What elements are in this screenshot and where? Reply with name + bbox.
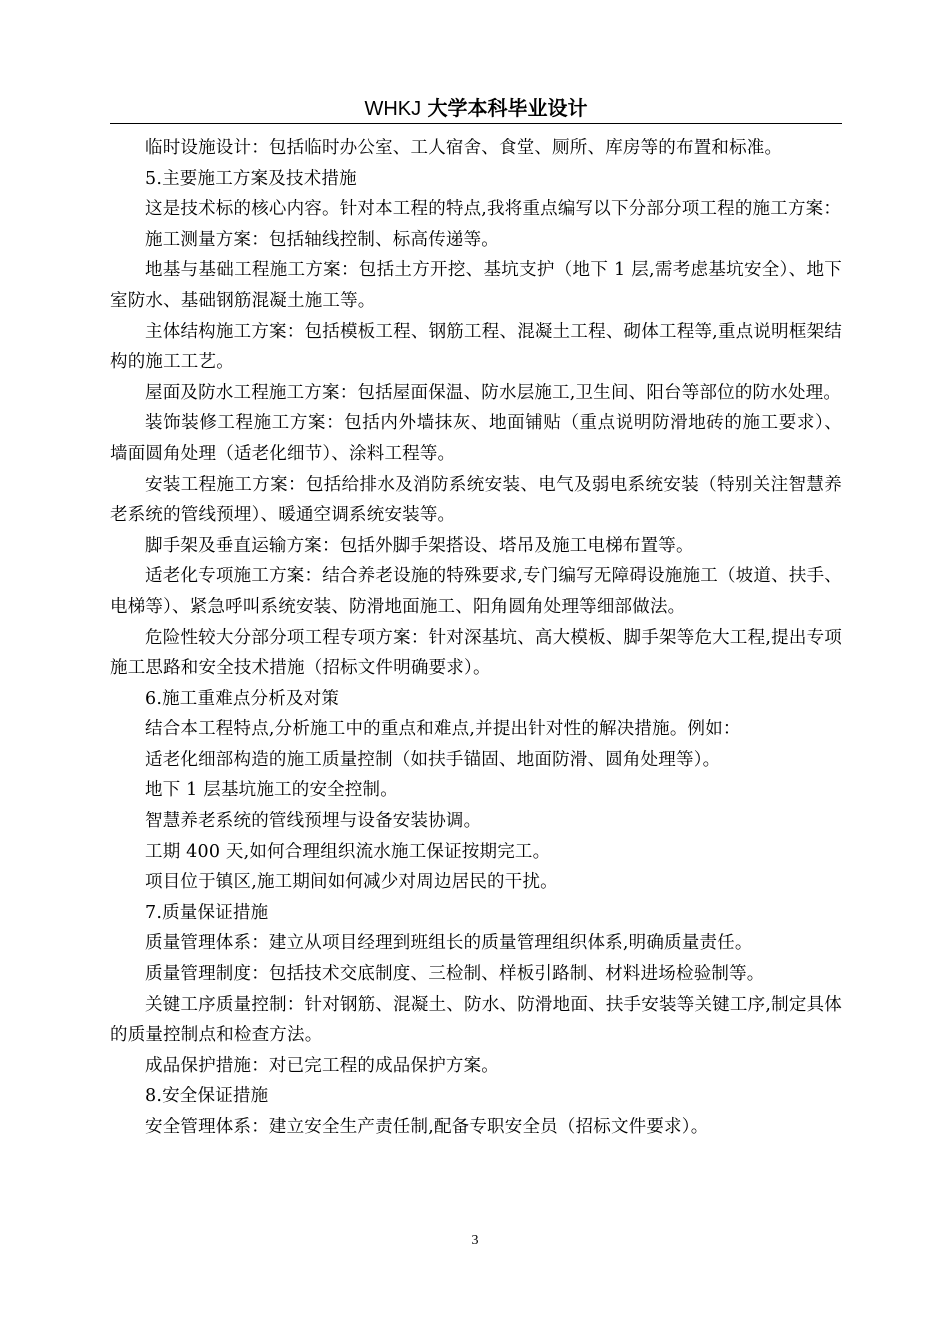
paragraph: 地下 1 层基坑施工的安全控制。 xyxy=(145,780,398,801)
paragraph: 安全管理体系：建立安全生产责任制,配备专职安全员（招标文件要求）。 xyxy=(145,1117,709,1137)
paragraph: 装饰装修工程施工方案：包括内外墙抹灰、地面铺贴（重点说明防滑地砖的施工要求）、墙面圆角处理（适老化细节）、涂料工程等。 xyxy=(110,413,842,464)
header-title: 大学本科毕业设计 xyxy=(427,96,588,120)
paragraph: 屋面及防水工程施工方案：包括屋面保温、防水层施工,卫生间、阳台等部位的防水处理。 xyxy=(145,382,842,403)
paragraph: 施工测量方案：包括轴线控制、标高传递等。 xyxy=(145,229,499,250)
body-text xyxy=(110,133,842,1143)
paragraph: 工期 400 天,如何合理组织流水施工保证按期完工。 xyxy=(145,841,551,862)
page-header xyxy=(110,93,842,123)
paragraph: 关键工序质量控制：针对钢筋、混凝土、防水、防滑地面、扶手安装等关键工序,制定具体的质量控制点和检查方法。 xyxy=(110,994,842,1046)
paragraph: 成品保护措施：对已完工程的成品保护方案。 xyxy=(145,1055,499,1076)
section-heading: 6.施工重难点分析及对策 xyxy=(145,688,340,709)
paragraph: 主体结构施工方案：包括模板工程、钢筋工程、混凝土工程、砌体工程等,重点说明框架结构的施工工艺。 xyxy=(110,321,842,373)
paragraph: 地基与基础工程施工方案：包括土方开挖、基坑支护（地下 1 层,需考虑基坑安全）、地下室防水、基础钢筋混凝土施工等。 xyxy=(110,260,842,311)
paragraph: 安装工程施工方案：包括给排水及消防系统安装、电气及弱电系统安装（特别关注智慧养老系统的管线预埋）、暖通空调系统安装等。 xyxy=(110,474,842,526)
header-latin: WHKJ xyxy=(364,98,422,120)
paragraph: 项目位于镇区,施工期间如何减少对周边居民的干扰。 xyxy=(145,872,558,893)
paragraph: 质量管理体系：建立从项目经理到班组长的质量管理组织体系,明确质量责任。 xyxy=(145,933,753,954)
paragraph: 危险性较大分部分项工程专项方案：针对深基坑、高大模板、脚手架等危大工程,提出专项施工思路和安全技术措施（招标文件明确要求）。 xyxy=(110,627,842,679)
paragraph: 结合本工程特点,分析施工中的重点和难点,并提出针对性的解决措施。例如： xyxy=(145,719,741,740)
paragraph: 适老化专项施工方案：结合养老设施的特殊要求,专门编写无障碍设施施工（坡道、扶手、电梯等）、紧急呼叫系统安装、防滑地面施工、阳角圆角处理等细部做法。 xyxy=(110,566,842,617)
paragraph: 这是技术标的核心内容。针对本工程的特点,我将重点编写以下分部分项工程的施工方案： xyxy=(145,199,842,220)
paragraph: 适老化细部构造的施工质量控制（如扶手锚固、地面防滑、圆角处理等）。 xyxy=(145,749,721,770)
section-heading: 8.安全保证措施 xyxy=(145,1086,269,1107)
paragraph: 临时设施设计：包括临时办公室、工人宿舍、食堂、厕所、库房等的布置和标准。 xyxy=(145,138,783,158)
section-heading: 5.主要施工方案及技术措施 xyxy=(145,168,357,189)
paragraph: 质量管理制度：包括技术交底制度、三检制、样板引路制、材料进场检验制等。 xyxy=(145,964,765,985)
page-number: 3 xyxy=(471,1233,479,1248)
section-heading: 7.质量保证措施 xyxy=(145,902,269,923)
paragraph: 智慧养老系统的管线预埋与设备安装协调。 xyxy=(145,811,482,832)
paragraph: 脚手架及垂直运输方案：包括外脚手架搭设、塔吊及施工电梯布置等。 xyxy=(145,535,694,556)
header-rule xyxy=(110,123,842,124)
